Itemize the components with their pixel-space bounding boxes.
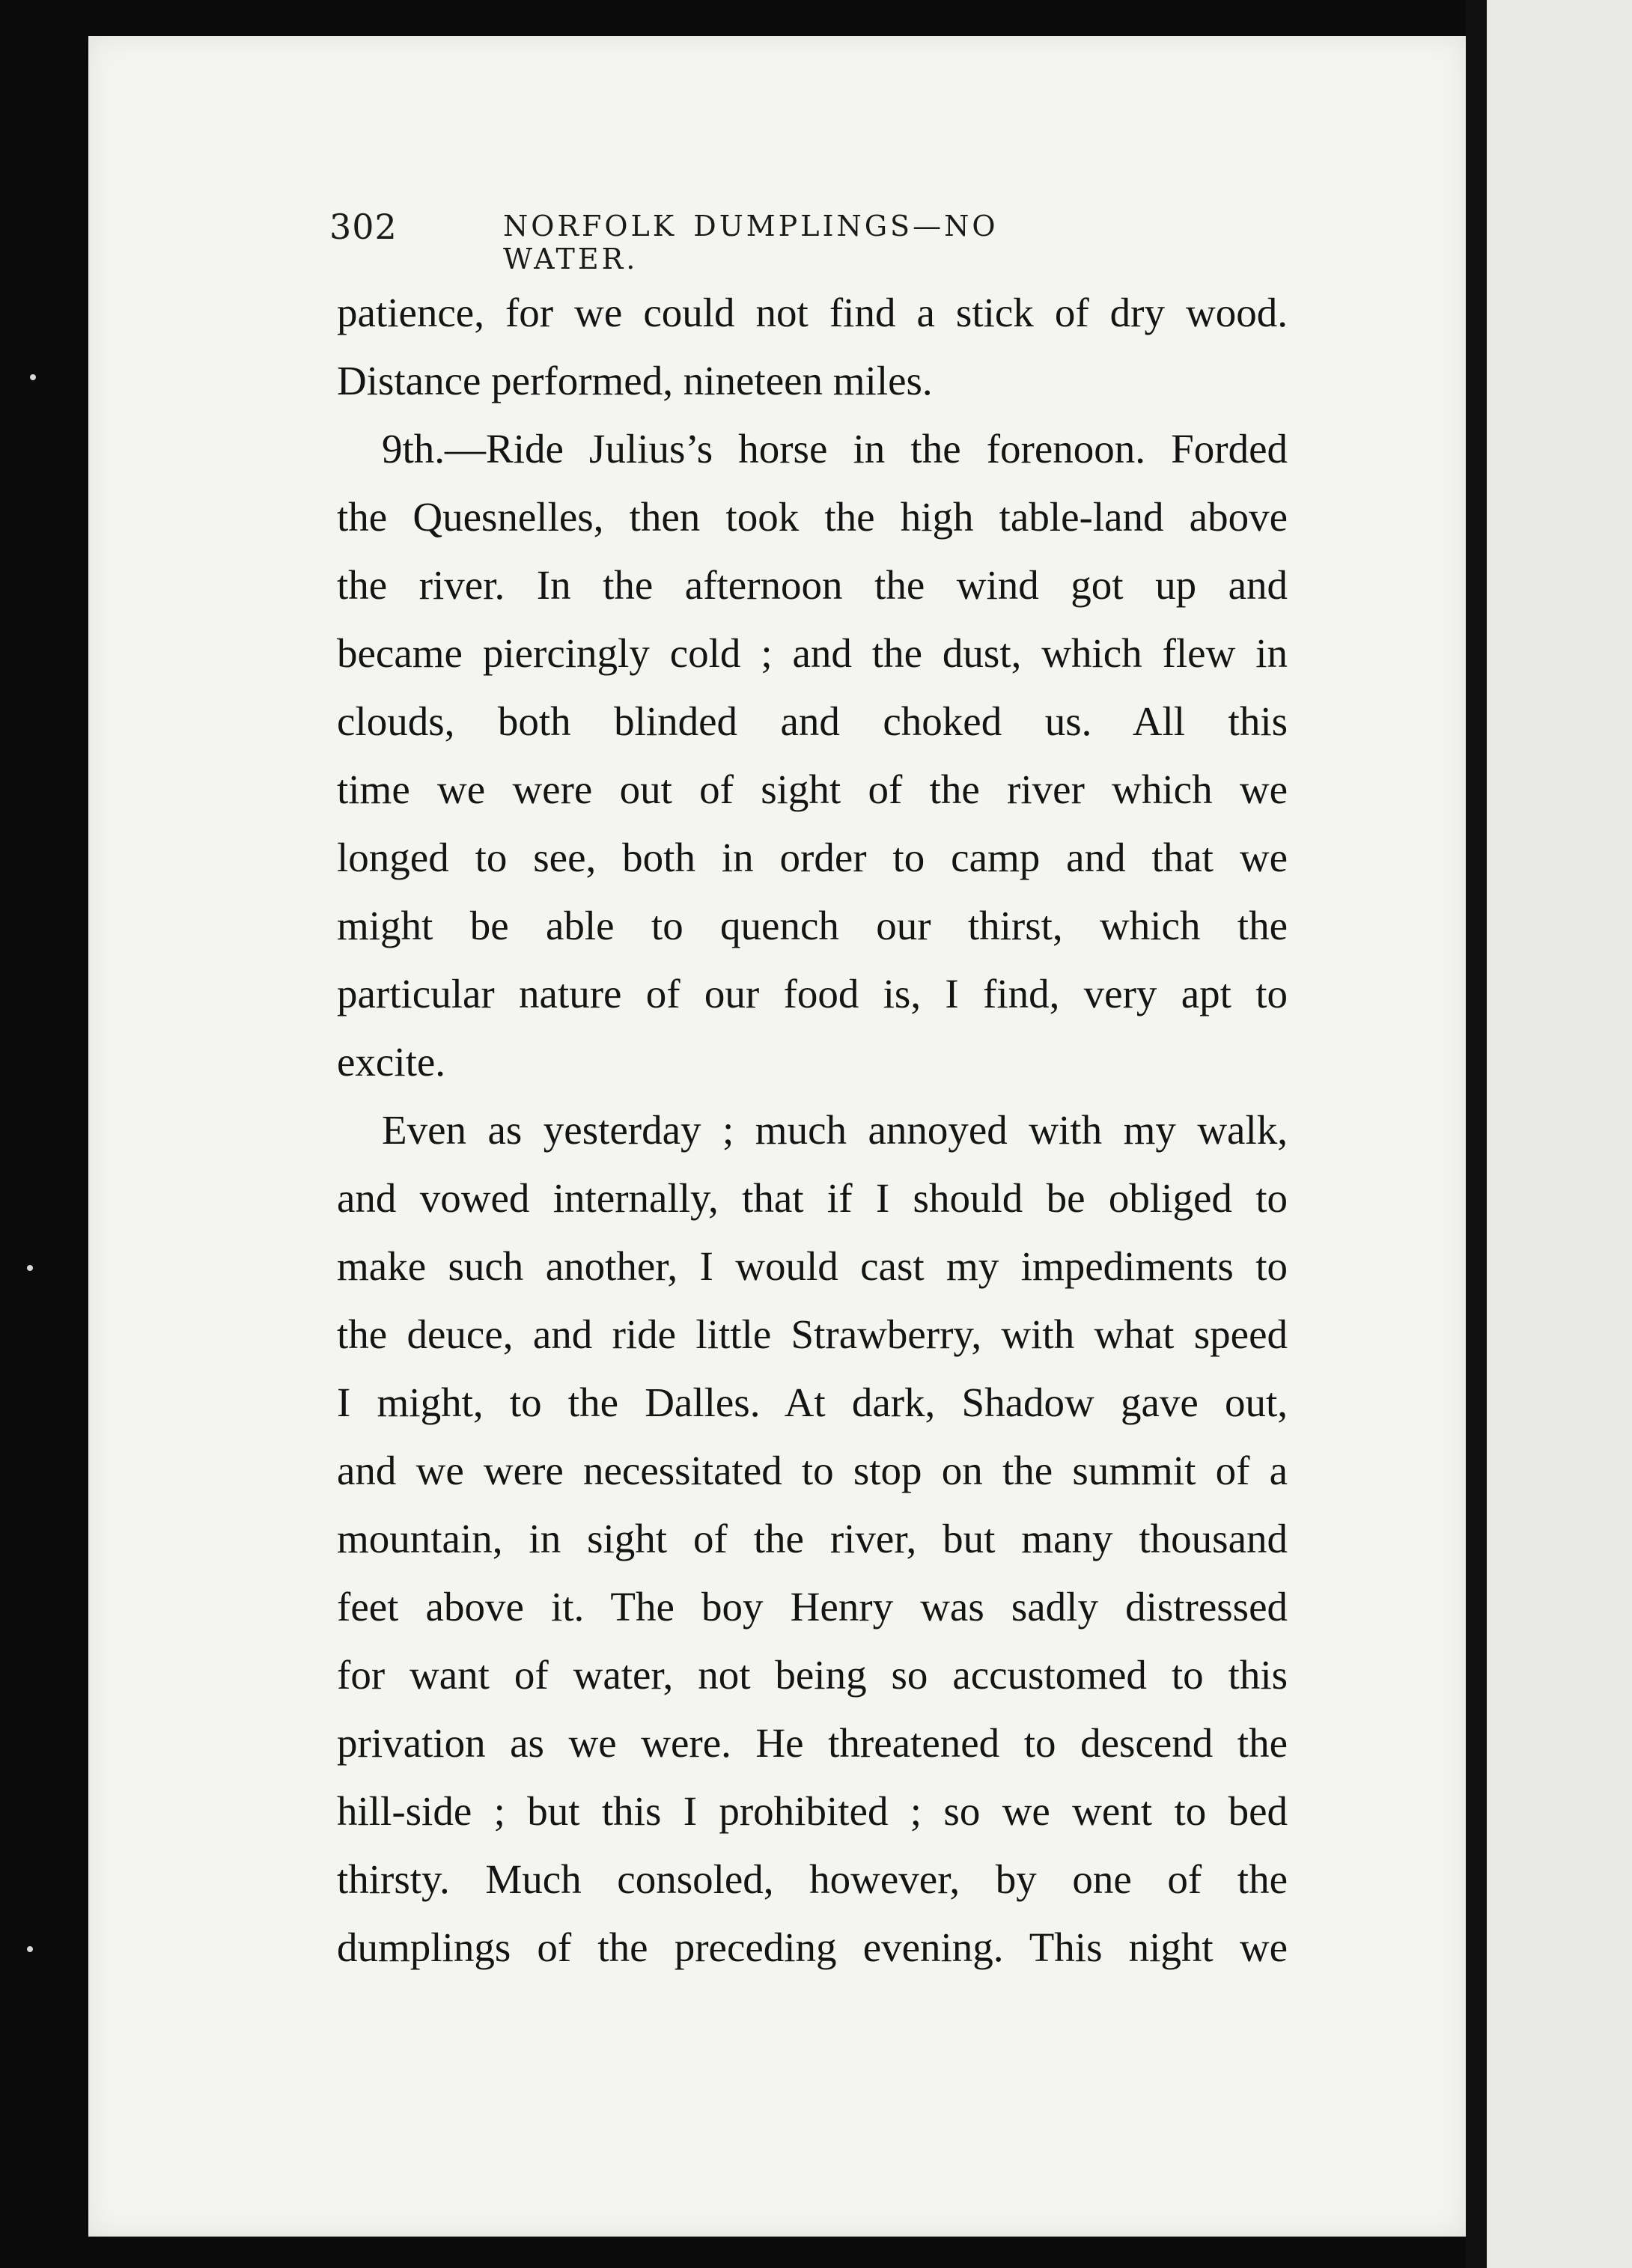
margin-speck bbox=[30, 374, 36, 380]
body-text bbox=[337, 278, 1288, 1981]
margin-speck bbox=[27, 1946, 33, 1952]
text-line: the river. In the afternoon the wind got up and bbox=[337, 562, 1288, 608]
text-line: I might, to the Dalles. At dark, Shadow gave out, bbox=[337, 1380, 1288, 1425]
text-line: for want of water, not being so accustomed to this bbox=[337, 1652, 1288, 1698]
running-head-title: NORFOLK DUMPLINGS—NO WATER. bbox=[503, 210, 999, 275]
page-number: 302 bbox=[329, 207, 398, 247]
text-line: became piercingly cold ; and the dust, which flew in bbox=[337, 630, 1288, 676]
text-line: the deuce, and ride little Strawberry, with what speed bbox=[337, 1311, 1288, 1357]
text-line: particular nature of our food is, I find, very apt to bbox=[337, 971, 1288, 1016]
text-line: Distance performed, nineteen miles. bbox=[337, 358, 933, 403]
text-line: hill-side ; but this I prohibited ; so we went to bed bbox=[337, 1788, 1288, 1834]
text-line: feet above it. The boy Henry was sadly distressed bbox=[337, 1584, 1288, 1630]
text-line: patience, for we could not find a stick of dry wood. bbox=[337, 290, 1288, 335]
text-line: and we were necessitated to stop on the summit of a bbox=[337, 1448, 1288, 1493]
text-line: clouds, both blinded and choked us. All this bbox=[337, 698, 1288, 744]
facing-page bbox=[1487, 0, 1632, 2268]
text-line: Even as yesterday ; much annoyed with my walk, bbox=[382, 1107, 1288, 1153]
text-line: thirsty. Much consoled, however, by one of the bbox=[337, 1856, 1288, 1902]
text-line: and vowed internally, that if I should be obliged to bbox=[337, 1175, 1288, 1221]
text-line: the Quesnelles, then took the high table-land above bbox=[337, 494, 1288, 540]
text-line: 9th.—Ride Julius’s horse in the forenoon. Forded bbox=[382, 426, 1288, 472]
page-gutter-edge bbox=[1466, 0, 1487, 2268]
text-line: might be able to quench our thirst, which the bbox=[337, 903, 1288, 948]
running-head bbox=[329, 207, 1115, 275]
margin-speck bbox=[27, 1265, 33, 1271]
text-line: privation as we were. He threatened to descend the bbox=[337, 1720, 1288, 1766]
text-line: excite. bbox=[337, 1039, 446, 1085]
text-line: make such another, I would cast my impediments to bbox=[337, 1243, 1288, 1289]
text-line: dumplings of the preceding evening. This night we bbox=[337, 1924, 1288, 1970]
text-line: mountain, in sight of the river, but many thousand bbox=[337, 1516, 1288, 1561]
text-line: time we were out of sight of the river which we bbox=[337, 766, 1288, 812]
text-line: longed to see, both in order to camp and that we bbox=[337, 835, 1288, 880]
